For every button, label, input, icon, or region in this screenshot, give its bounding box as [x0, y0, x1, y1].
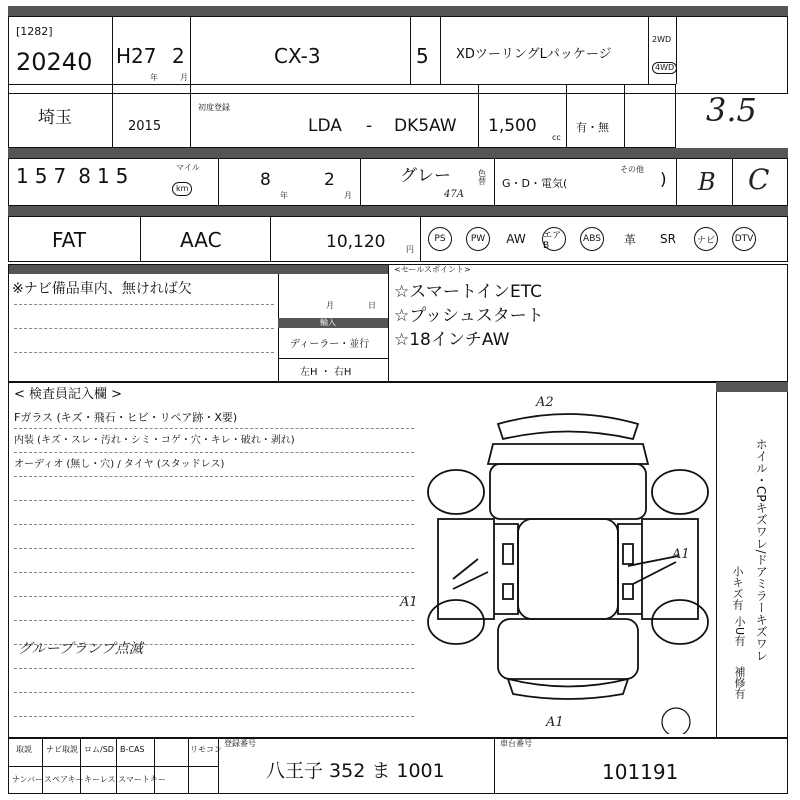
sales-point-3: ☆18インチAW	[394, 330, 510, 350]
sales-point-2: ☆プッシュスタート	[394, 306, 544, 326]
glass-note: Fガラス (キズ・飛石・ヒビ・リペア跡・X要)	[14, 411, 238, 424]
steering-side: 左H ・ 右H	[300, 367, 352, 378]
car-diagram	[418, 394, 718, 734]
region: 埼玉	[38, 108, 72, 128]
era-year: H27	[116, 44, 157, 68]
inspection-year: 8	[260, 170, 271, 190]
equip-navi: ナビ	[688, 224, 724, 254]
header-bar	[8, 6, 788, 16]
diagram-label-front: A2	[536, 395, 554, 410]
grade-exterior: C	[748, 163, 770, 196]
equip-ps: PS	[422, 224, 458, 254]
interior-note: 内装 (キズ・スレ・汚れ・シミ・コゲ・穴・キレ・破れ・剥れ)	[14, 435, 295, 446]
diagram-label-right: A1	[672, 547, 690, 562]
equip-dtv: DTV	[726, 224, 762, 254]
first-reg-year: 2015	[128, 119, 162, 134]
chassis-number: 101191	[602, 760, 679, 784]
equip-leather: 革	[623, 232, 636, 247]
yes-no: 有・無	[576, 121, 609, 134]
right-note-main: ホイル・CPキズワレ/ドアミラーキズワレ	[754, 438, 769, 662]
color-code: 47A	[444, 189, 464, 200]
model-name: CX-3	[274, 44, 321, 68]
lot-code: [1282]	[16, 25, 53, 38]
score-handwritten: 3.5	[706, 91, 757, 129]
lot-number: 20240	[16, 48, 93, 76]
audio-note: オーディオ (無し・穴) / タイヤ (スタッドレス)	[14, 459, 225, 470]
dealer-parallel: ディーラー・並行	[290, 339, 370, 350]
right-note-2: 小キズ有	[731, 566, 744, 610]
note-navi: ※ナビ備品車内、無ければ欠	[12, 281, 192, 297]
handwritten-note: グループランプ点滅	[18, 641, 143, 657]
color: グレー	[400, 166, 451, 186]
drive-2wd: 2WD	[652, 35, 672, 44]
inspector-title: < 検査員記入欄 >	[14, 387, 123, 402]
diagram-label-left: A1	[400, 595, 418, 610]
sales-point-1: ☆スマートインETC	[394, 282, 543, 302]
auction-sheet: [1282] 20240 H27 2 年 月 CX-3 5 XDツーリングLパッケージ 2WD 4WD 3.5 埼玉 2015 初度登録 LDA - DK5AW 1,500 cc 有・無 1 5 7 8 1 5 マイル km 8 年 2 月 グレー 47A 色替 G・D・電気( その他 ) B C FAT AAC 10,120 円 PS PW AW エアB ABS 革 SR ナビ DTV ※ナビ備品車内、無ければ欠 月 日 輸入 ディーラー・並行 左H ・ 右H <セールスポイント> ☆スマートインETC ☆プッシュスタート ☆18インチAW < 検査員記入欄 > Fガラス (キズ・飛石・ヒビ・リペア跡・X要) 内装 (キズ・スレ・汚れ・シミ・コゲ・穴・キレ・破れ・剥れ) オーディオ (無し・穴) / タイヤ (スタッドレス) グループランプ点滅 A2 A1 A1 A1 ホイル・CPキズワレ/ドアミラーキズワレ 小キズ有 小U有 補修有 取説 ナビ取説 ロム/SD B-CAS リモコン ナンバー スペアキー キーレス スマートキー 登録番号 八王子 352 ま 1001 車台番号 101191	[8, 6, 788, 794]
inspection-month: 2	[324, 170, 335, 190]
row2-box	[8, 84, 676, 148]
model-code-prefix: LDA	[308, 116, 342, 136]
aircon: AAC	[180, 228, 222, 252]
equip-aw: AW	[506, 232, 526, 246]
color-options: G・D・電気(	[502, 177, 568, 190]
model-code: DK5AW	[394, 116, 457, 136]
transmission: FAT	[52, 228, 87, 252]
recycle-fee: 10,120	[326, 232, 386, 252]
license-plate: 八王子 352 ま 1001	[266, 760, 445, 782]
right-note-4: 補修有	[733, 666, 746, 699]
diagram-label-rear: A1	[546, 715, 564, 730]
equip-sunroof: SR	[660, 232, 676, 246]
door-count: 5	[416, 44, 429, 68]
equip-pw: PW	[460, 224, 496, 254]
equip-airbag: エアB	[536, 224, 572, 254]
mileage-unit-km: km	[172, 182, 192, 196]
right-note-3: 小U有	[733, 616, 746, 647]
equip-abs: ABS	[574, 224, 610, 254]
drive-4wd: 4WD	[652, 62, 677, 74]
grade-interior: B	[698, 168, 716, 196]
grade-name: XDツーリングLパッケージ	[456, 47, 612, 62]
mileage: 1 5 7 8 1 5	[16, 164, 129, 188]
displacement: 1,500	[488, 116, 537, 136]
reg-month: 2	[172, 44, 185, 68]
